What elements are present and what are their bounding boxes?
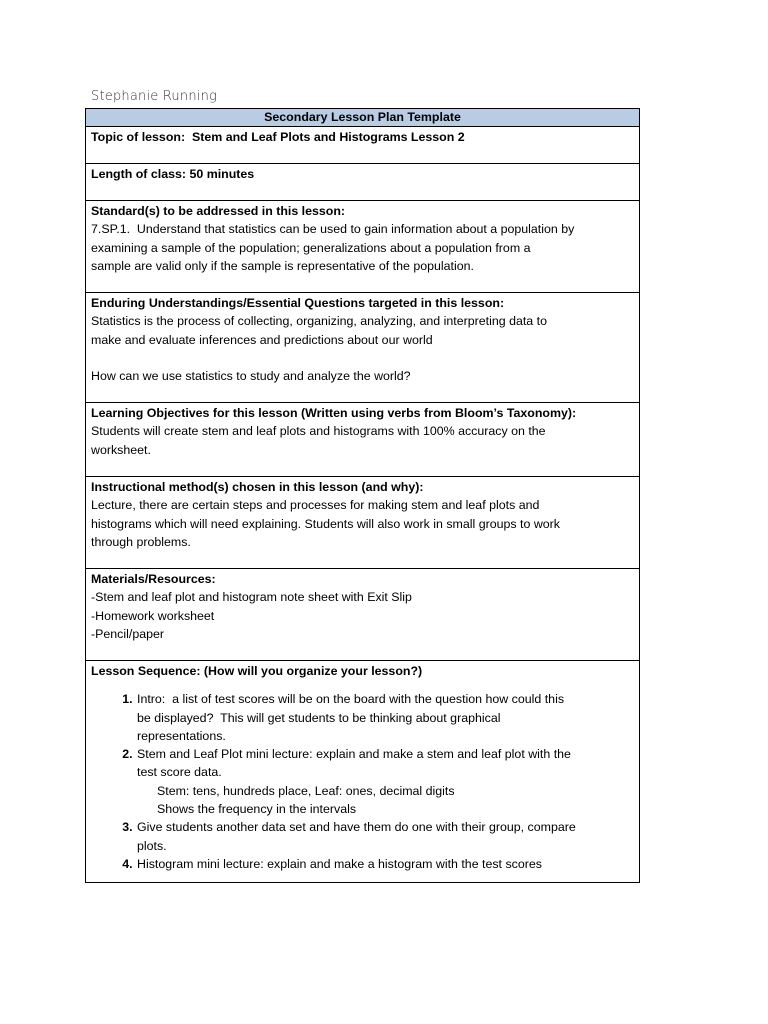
length-cell <box>86 164 640 201</box>
standards-heading: Standard(s) to be addressed in this lesson: <box>91 204 346 218</box>
standards-cell <box>86 201 640 293</box>
length-label: Length of class: <box>91 167 187 181</box>
sequence-row <box>86 661 640 883</box>
standards-line: examining a sample of the population; generalizations about a population from a <box>91 240 531 255</box>
sequence-item: 3. Give students another data set and have them do one with their group, compare plots. <box>136 818 634 855</box>
materials-item: -Homework worksheet <box>91 608 215 623</box>
objectives-line: Students will create stem and leaf plots and histograms with 100% accuracy on the <box>91 424 546 439</box>
standards-line: sample are valid only if the sample is representative of the population. <box>91 258 474 273</box>
enduring-line: Statistics is the process of collecting, organizing, analyzing, and interpreting data to <box>91 314 547 329</box>
standards-row <box>86 201 640 293</box>
length-row <box>86 164 640 201</box>
template-title: Secondary Lesson Plan Template <box>86 109 640 127</box>
enduring-row <box>86 293 640 403</box>
sequence-cell <box>86 661 640 883</box>
materials-item: -Pencil/paper <box>91 626 165 641</box>
methods-cell <box>86 477 640 569</box>
enduring-cell <box>86 293 640 403</box>
lesson-plan-table <box>85 108 640 883</box>
materials-item: -Stem and leaf plot and histogram note sheet with Exit Slip <box>91 590 412 605</box>
objectives-heading: Learning Objectives for this lesson (Written using verbs from Bloom’s Taxonomy): <box>91 406 577 420</box>
sequence-list <box>91 690 634 873</box>
sequence-subpoint: Shows the frequency in the intervals <box>157 802 357 817</box>
essential-question: How can we use statistics to study and analyze the world? <box>91 368 411 383</box>
title-row <box>86 109 640 127</box>
length-value: 50 minutes <box>189 167 255 181</box>
sequence-subpoint: Stem: tens, hundreds place, Leaf: ones, decimal digits <box>157 783 455 798</box>
sequence-item: 1. Intro: a list of test scores will be on the board with the question how could this be displayed? This will get students to be thinking about graphical representations. <box>136 690 634 745</box>
enduring-heading: Enduring Understandings/Essential Questions targeted in this lesson: <box>91 296 505 310</box>
methods-line: through problems. <box>91 534 191 549</box>
enduring-line: make and evaluate inferences and predictions about our world <box>91 332 433 347</box>
author-name: Stephanie Running <box>91 89 218 104</box>
topic-cell <box>86 127 640 164</box>
materials-cell <box>86 569 640 661</box>
sequence-item: 4. Histogram mini lecture: explain and make a histogram with the test scores <box>136 855 634 873</box>
methods-heading: Instructional method(s) chosen in this lesson (and why): <box>91 480 424 494</box>
materials-row <box>86 569 640 661</box>
methods-row <box>86 477 640 569</box>
objectives-line: worksheet. <box>91 442 151 457</box>
sequence-heading: Lesson Sequence: (How will you organize your lesson?) <box>91 664 423 678</box>
topic-row <box>86 127 640 164</box>
methods-line: histograms which will need explaining. Students will also work in small groups to work <box>91 516 560 531</box>
materials-heading: Materials/Resources: <box>91 572 216 586</box>
sequence-item: 2. Stem and Leaf Plot mini lecture: explain and make a stem and leaf plot with the test score data. Stem: tens, hundreds place, Leaf: ones, decimal digits Shows the frequency in the intervals <box>136 745 634 818</box>
standards-line: 7.SP.1. Understand that statistics can be used to gain information about a population by <box>91 222 575 237</box>
objectives-row <box>86 403 640 477</box>
topic-label: Topic of lesson: <box>91 130 186 144</box>
topic-value: Stem and Leaf Plots and Histograms Lesson 2 <box>191 130 465 144</box>
objectives-cell <box>86 403 640 477</box>
methods-line: Lecture, there are certain steps and processes for making stem and leaf plots and <box>91 498 540 513</box>
